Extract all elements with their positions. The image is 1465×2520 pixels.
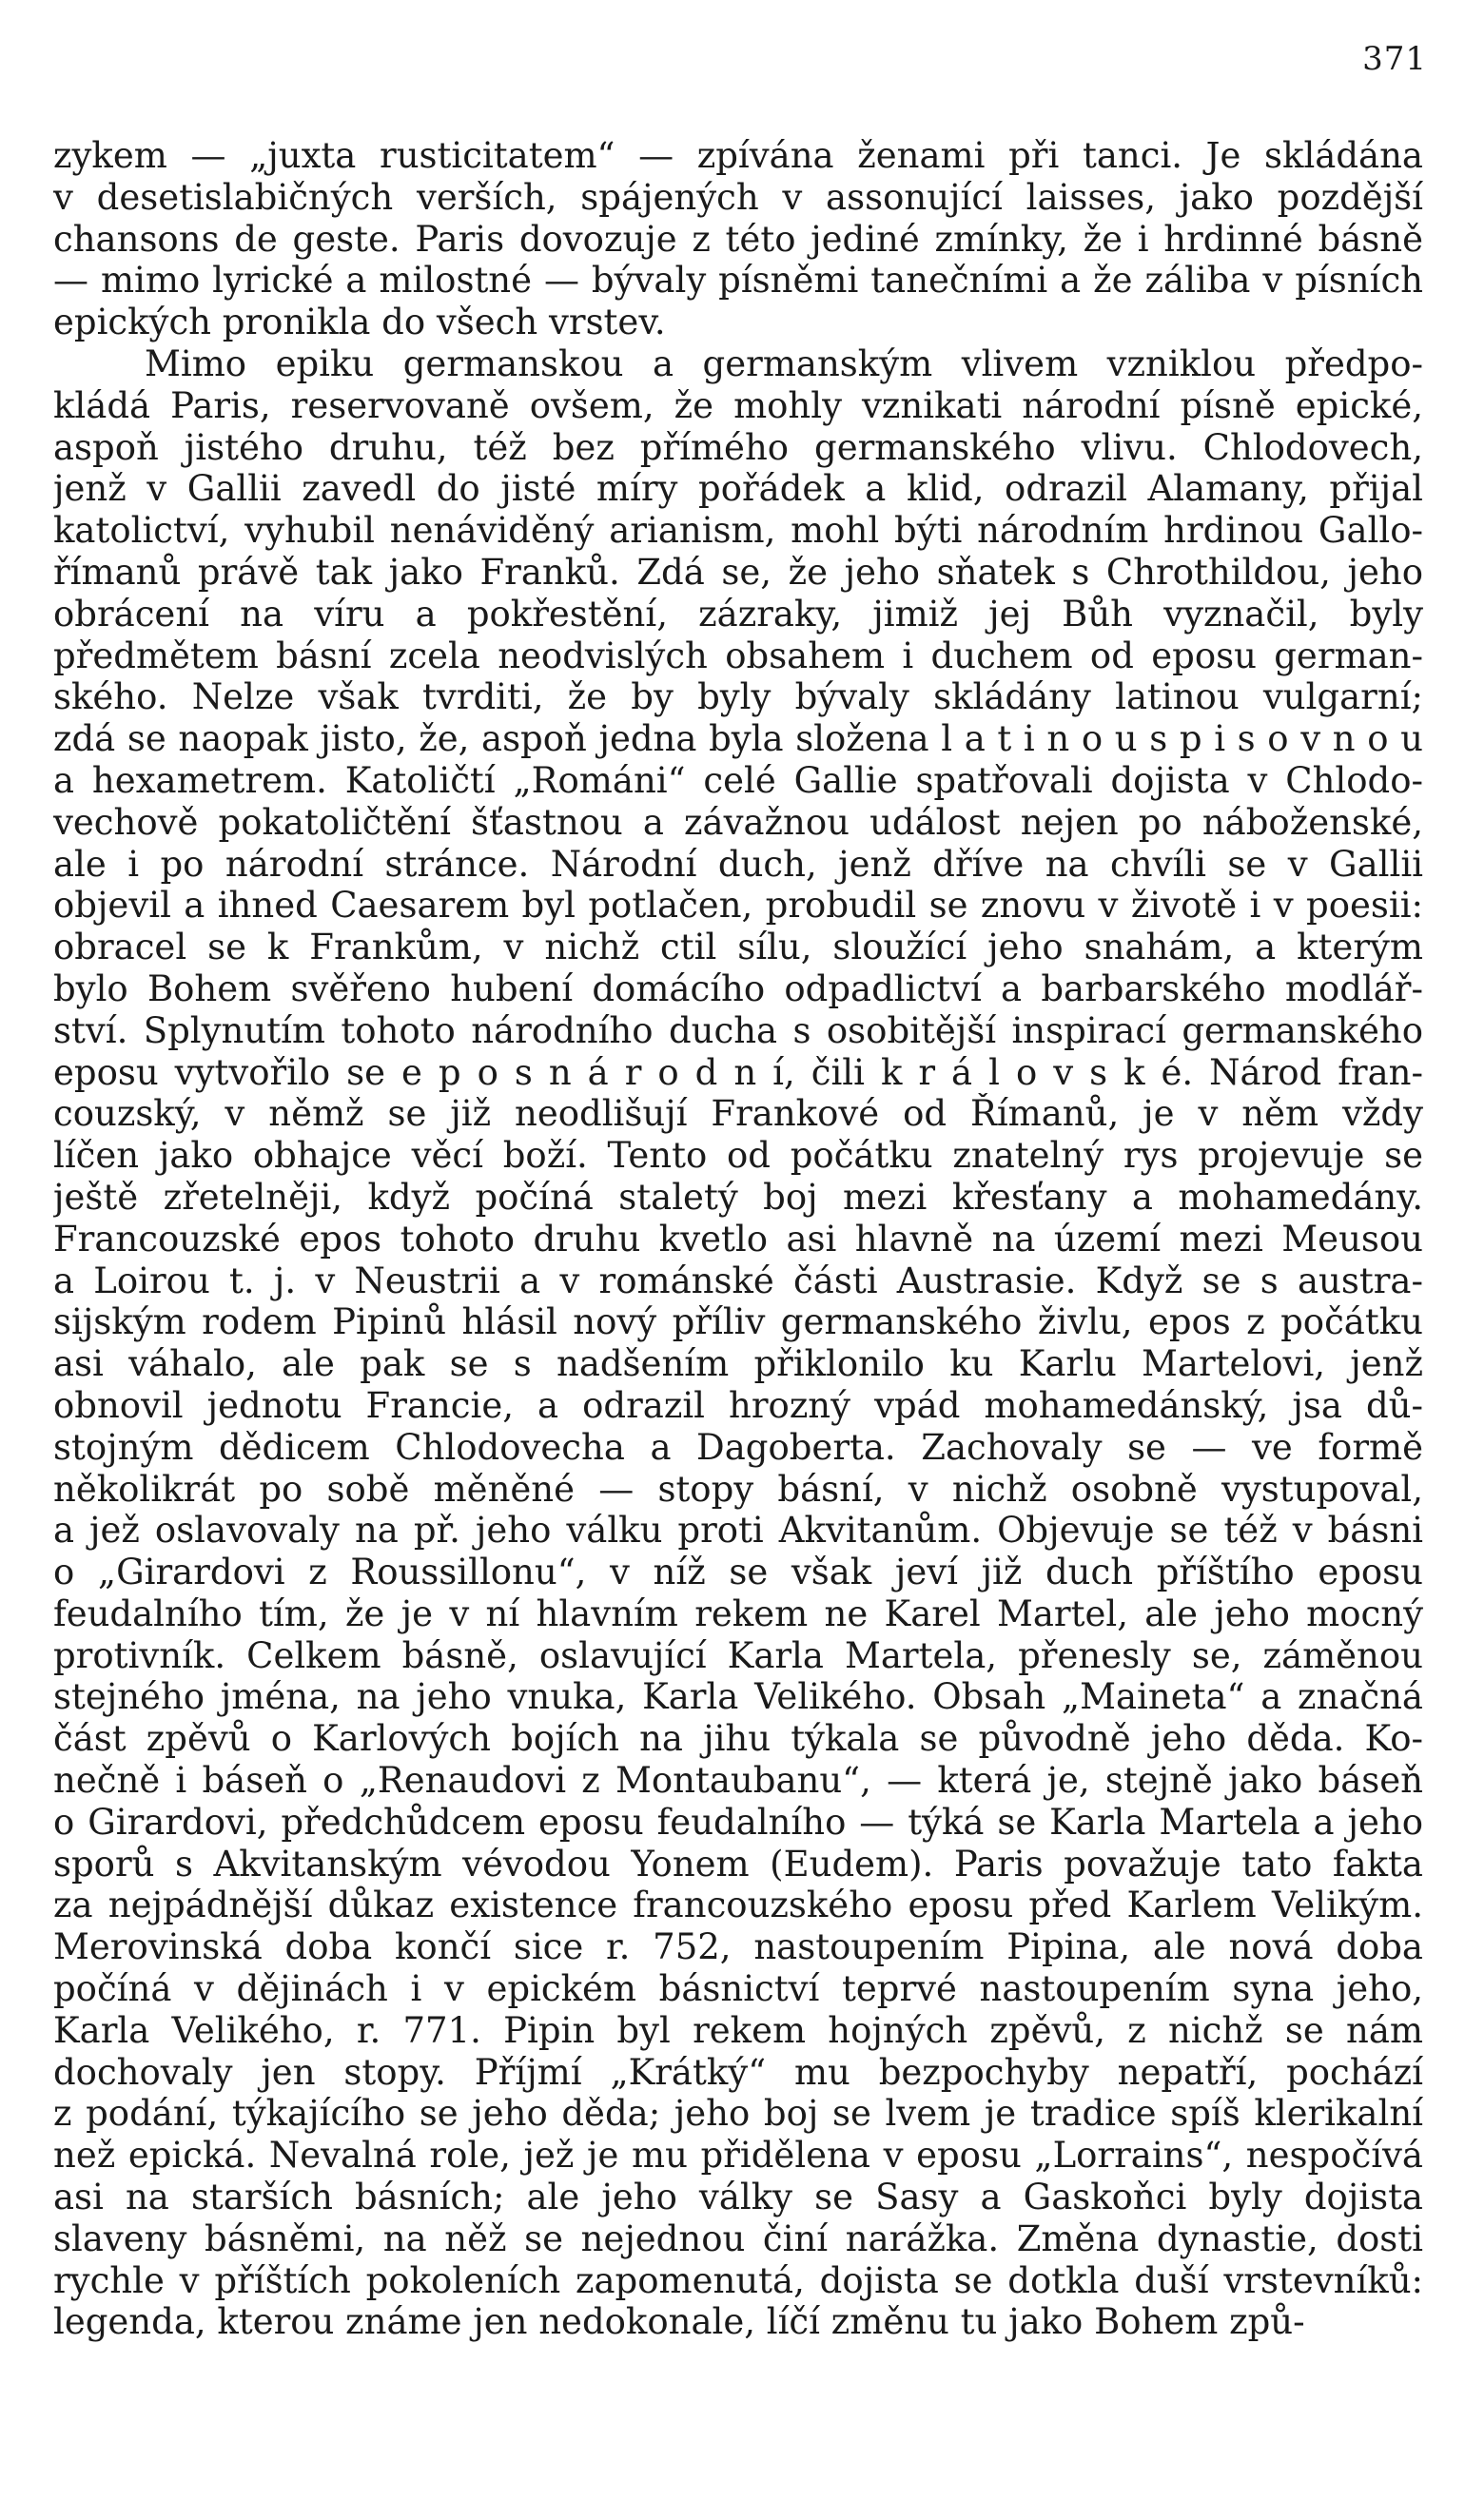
text-line: feudalního tím, že je v ní hlavním rekem ne Karel Martel, ale jeho mocný	[53, 1592, 1423, 1634]
text-line: Karla Velikého, r. 771. Pipin byl rekem hojných zpěvů, z nichž se nám	[53, 2009, 1423, 2051]
text-line: část zpěvů o Karlových bojích na jihu týkala se původně jeho děda. Ko-	[53, 1718, 1423, 1760]
text-line: slaveny básněmi, na něž se nejednou činí narážka. Změna dynastie, dosti	[53, 2217, 1423, 2259]
text-line: chansons de geste. Paris dovozuje z této jediné zmínky, že i hrdinné básně	[53, 218, 1423, 260]
text-line: couzský, v němž se již neodlišují Frankové od Římanů, je v něm vždy	[53, 1093, 1423, 1135]
text-line: a hexametrem. Katoličtí „Románi“ celé Gallie spatřovali dojista v Chlodo-	[53, 759, 1423, 801]
text-line: z podání, týkajícího se jeho děda; jeho boj se lvem je tradice spíš klerikalní	[53, 2093, 1423, 2135]
text-line: předmětem básní zcela neodvislých obsahem i duchem od eposu german-	[53, 635, 1423, 676]
text-line: ství. Splynutím tohoto národního ducha s osobitější inspirací germanského	[53, 1009, 1423, 1051]
text-line: asi na starších básních; ale jeho války se Sasy a Gaskoňci byly dojista	[53, 2177, 1423, 2218]
text-line: v desetislabičných verších, spájených v assonující laisses, jako pozdější	[53, 176, 1423, 218]
body-text	[53, 135, 1423, 2343]
text-line: asi váhalo, ale pak se s nadšením přiklonilo ku Karlu Martelovi, jenž	[53, 1343, 1423, 1385]
text-line: aspoň jistého druhu, též bez přímého germanského vlivu. Chlodovech,	[53, 426, 1423, 468]
text-line: rychle v příštích pokoleních zapomenutá, dojista se dotkla duší vrstevníků:	[53, 2259, 1423, 2301]
text-line: legenda, kterou známe jen nedokonale, líčí změnu tu jako Bohem způ-	[53, 2301, 1305, 2343]
text-line: obracel se k Frankům, v nichž ctil sílu, sloužící jeho snahám, a kterým	[53, 927, 1423, 968]
text-line: — mimo lyrické a milostné — bývaly písněmi tanečními a že záliba v písních	[53, 260, 1423, 302]
text-line: několikrát po sobě měněné — stopy básní, v nichž osobně vystupoval,	[53, 1468, 1423, 1510]
text-line: sporů s Akvitanským vévodou Yonem (Eudem). Paris považuje tato fakta	[53, 1843, 1423, 1885]
text-line: katolictví, vyhubil nenáviděný arianism, mohl býti národním hrdinou Gallo-	[53, 510, 1423, 552]
text-line: objevil a ihned Caesarem byl potlačen, probudil se znovu v životě i v poesii:	[53, 885, 1423, 927]
text-line: dochovaly jen stopy. Příjmí „Krátký“ mu bezpochyby nepatří, pochází	[53, 2051, 1423, 2093]
text-line: počíná v dějinách i v epickém básnictví teprvé nastoupením syna jeho,	[53, 1968, 1423, 2010]
text-line: nečně i báseň o „Renaudovi z Montaubanu“, — která je, stejně jako báseň	[53, 1760, 1423, 1802]
text-line: Francouzské epos tohoto druhu kvetlo asi hlavně na území mezi Meusou	[53, 1218, 1423, 1260]
text-line: stejného jména, na jeho vnuka, Karla Velikého. Obsah „Maineta“ a značná	[53, 1676, 1423, 1718]
text-line: zykem — „juxta rusticitatem“ — zpívána ženami při tanci. Je skládána	[53, 135, 1423, 176]
text-line: ale i po národní stránce. Národní duch, jenž dříve na chvíli se v Gallii	[53, 843, 1423, 885]
text-line: ještě zřetelněji, když počíná staletý boj mezi křesťany a mohamedány.	[53, 1176, 1423, 1218]
text-line: epických pronikla do všech vrstev.	[53, 302, 666, 343]
text-line: ského. Nelze však tvrditi, že by byly bývaly skládány latinou vulgarní;	[53, 676, 1423, 718]
text-line: zdá se naopak jisto, že, aspoň jedna byla složena l a t i n o u s p i s o v n o u	[53, 718, 1423, 760]
text-line: kládá Paris, reservovaně ovšem, že mohly vznikati národní písně epické,	[53, 384, 1423, 426]
text-line: a jež oslavovaly na př. jeho válku proti Akvitanům. Objevuje se též v básni	[53, 1510, 1423, 1552]
text-line: sijským rodem Pipinů hlásil nový příliv germanského živlu, epos z počátku	[53, 1301, 1423, 1343]
text-line: eposu vytvořilo se e p o s n á r o d n í, čili k r á l o v s k é. Národ fran-	[53, 1051, 1423, 1093]
text-line: protivník. Celkem básně, oslavující Karla Martela, přenesly se, záměnou	[53, 1634, 1423, 1676]
text-line: Mimo epiku germanskou a germanským vlivem vzniklou předpo-	[145, 342, 1423, 384]
text-line: vechově pokatoličtění šťastnou a závažnou událost nejen po náboženské,	[53, 801, 1423, 843]
text-line: stojným dědicem Chlodovecha a Dagoberta. Zachovaly se — ve formě	[53, 1426, 1423, 1468]
page-number: 371	[1362, 40, 1427, 78]
text-line: bylo Bohem svěřeno hubení domácího odpadlictví a barbarského modlář-	[53, 967, 1423, 1009]
text-line: o Girardovi, předchůdcem eposu feudalního — týká se Karla Martela a jeho	[53, 1801, 1423, 1843]
text-line: než epická. Nevalná role, jež je mu přidělena v eposu „Lorrains“, nespočívá	[53, 2135, 1423, 2177]
text-line: o „Girardovi z Roussillonu“, v níž se však jeví již duch příštího eposu	[53, 1552, 1423, 1593]
text-line: římanů právě tak jako Franků. Zdá se, že jeho sňatek s Chrothildou, jeho	[53, 551, 1423, 593]
text-line: líčen jako obhajce věcí boží. Tento od počátku znatelný rys projevuje se	[53, 1135, 1423, 1177]
text-line: jenž v Gallii zavedl do jisté míry pořádek a klid, odrazil Alamany, přijal	[53, 468, 1423, 510]
text-line: Merovinská doba končí sice r. 752, nastoupením Pipina, ale nová doba	[53, 1926, 1423, 1968]
text-line: za nejpádnější důkaz existence francouzského eposu před Karlem Velikým.	[53, 1885, 1423, 1926]
text-line: a Loirou t. j. v Neustrii a v románské části Austrasie. Když se s austra-	[53, 1260, 1423, 1301]
text-line: obrácení na víru a pokřestění, zázraky, jimiž jej Bůh vyznačil, byly	[53, 593, 1423, 635]
text-line: obnovil jednotu Francie, a odrazil hrozný vpád mohamedánský, jsa dů-	[53, 1384, 1423, 1426]
